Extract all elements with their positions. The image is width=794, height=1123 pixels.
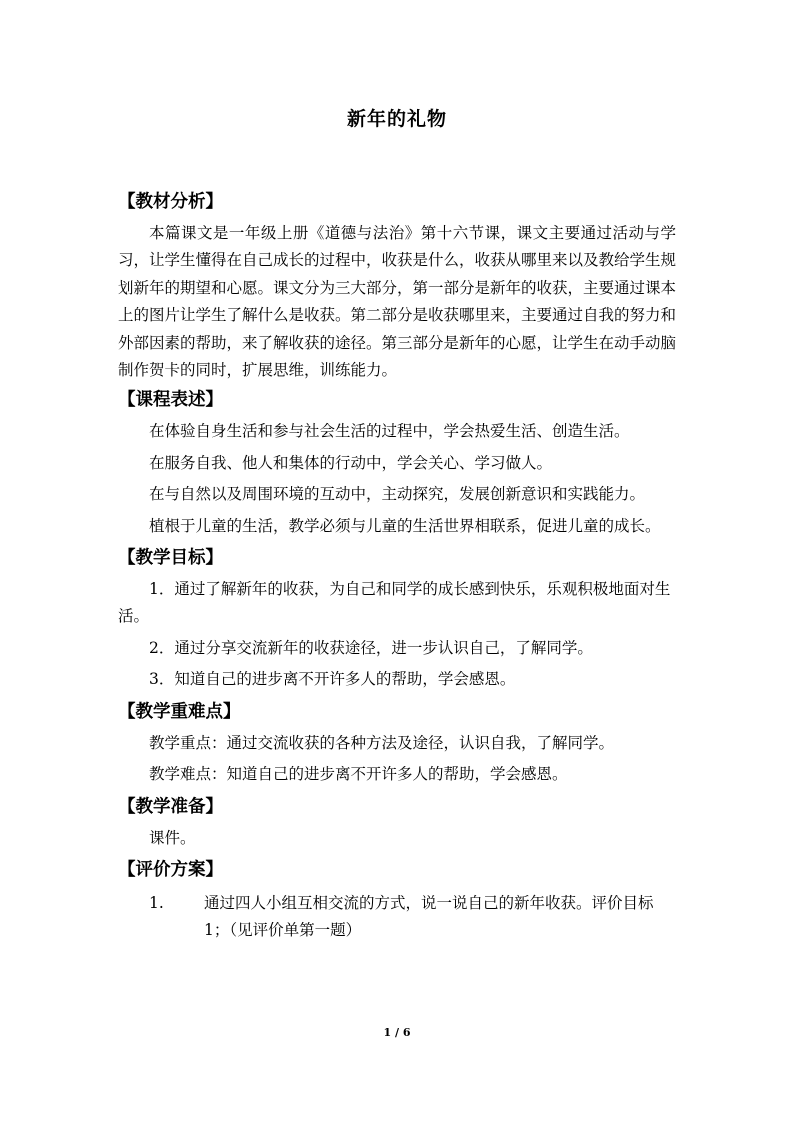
section-heading-curriculum: 【课程表述】: [118, 390, 223, 411]
section-heading-analysis: 【教材分析】: [118, 192, 223, 212]
goal-item: 1．通过了解新年的收获，为自己和同学的成长感到快乐，乐观积极地面对生活。: [118, 580, 671, 626]
curriculum-line: 在服务自我、他人和集体的行动中，学会关心、学习做人。: [149, 453, 553, 472]
curriculum-line: 在体验自身生活和参与社会生活的过程中，学会热爱生活、创造生活。: [149, 422, 630, 441]
section-heading-preparation: 【教学准备】: [118, 796, 223, 817]
curriculum-line: 植根于儿童的生活，教学必须与儿童的生活世界相联系，促进儿童的成长。: [149, 516, 661, 535]
analysis-paragraph: 本篇课文是一年级上册《道德与法治》第十六节课，课文主要通过活动与学习，让学生懂得在自己成长的过程中，收获是什么，收获从哪里来以及教给学生规划新年的期望和心愿。课文分为三大部分，第一部分是新年的收获，主要通过课本上的图片让学生了解什么是收获。第二部分是收获哪里来，主要通过自我的努力和外部因素的帮助，来了解收获的途径。第三部分是新年的心愿，让学生在动手动脑制作贺卡的同时，扩展思维，训练能力。: [118, 224, 677, 380]
goal-item: 3．知道自己的进步离不开许多人的帮助，学会感恩。: [149, 670, 516, 689]
page-title: 新年的礼物: [346, 108, 447, 130]
evaluation-item-number: 1.: [149, 893, 164, 912]
preparation-text: 课件。: [149, 828, 196, 847]
curriculum-line: 在与自然以及周围环境的互动中，主动探究，发展创新意识和实践能力。: [149, 485, 646, 504]
section-heading-goals: 【教学目标】: [118, 548, 223, 569]
section-heading-evaluation: 【评价方案】: [118, 859, 223, 880]
key-point-line: 教学难点：知道自己的进步离不开许多人的帮助，学会感恩。: [149, 765, 568, 784]
evaluation-item-text: 通过四人小组互相交流的方式，说一说自己的新年收获。评价目标1；（见评价单第一题）: [204, 893, 654, 940]
goal-item: 2．通过分享交流新年的收获途径，进一步认识自己，了解同学。: [149, 638, 593, 657]
page-number: 1 / 6: [383, 1026, 411, 1039]
document-body: [118, 188, 676, 945]
key-point-line: 教学重点：通过交流收获的各种方法及途径，认识自我，了解同学。: [149, 733, 615, 752]
evaluation-item: [118, 890, 676, 945]
section-heading-key-points: 【教学重难点】: [118, 701, 241, 722]
